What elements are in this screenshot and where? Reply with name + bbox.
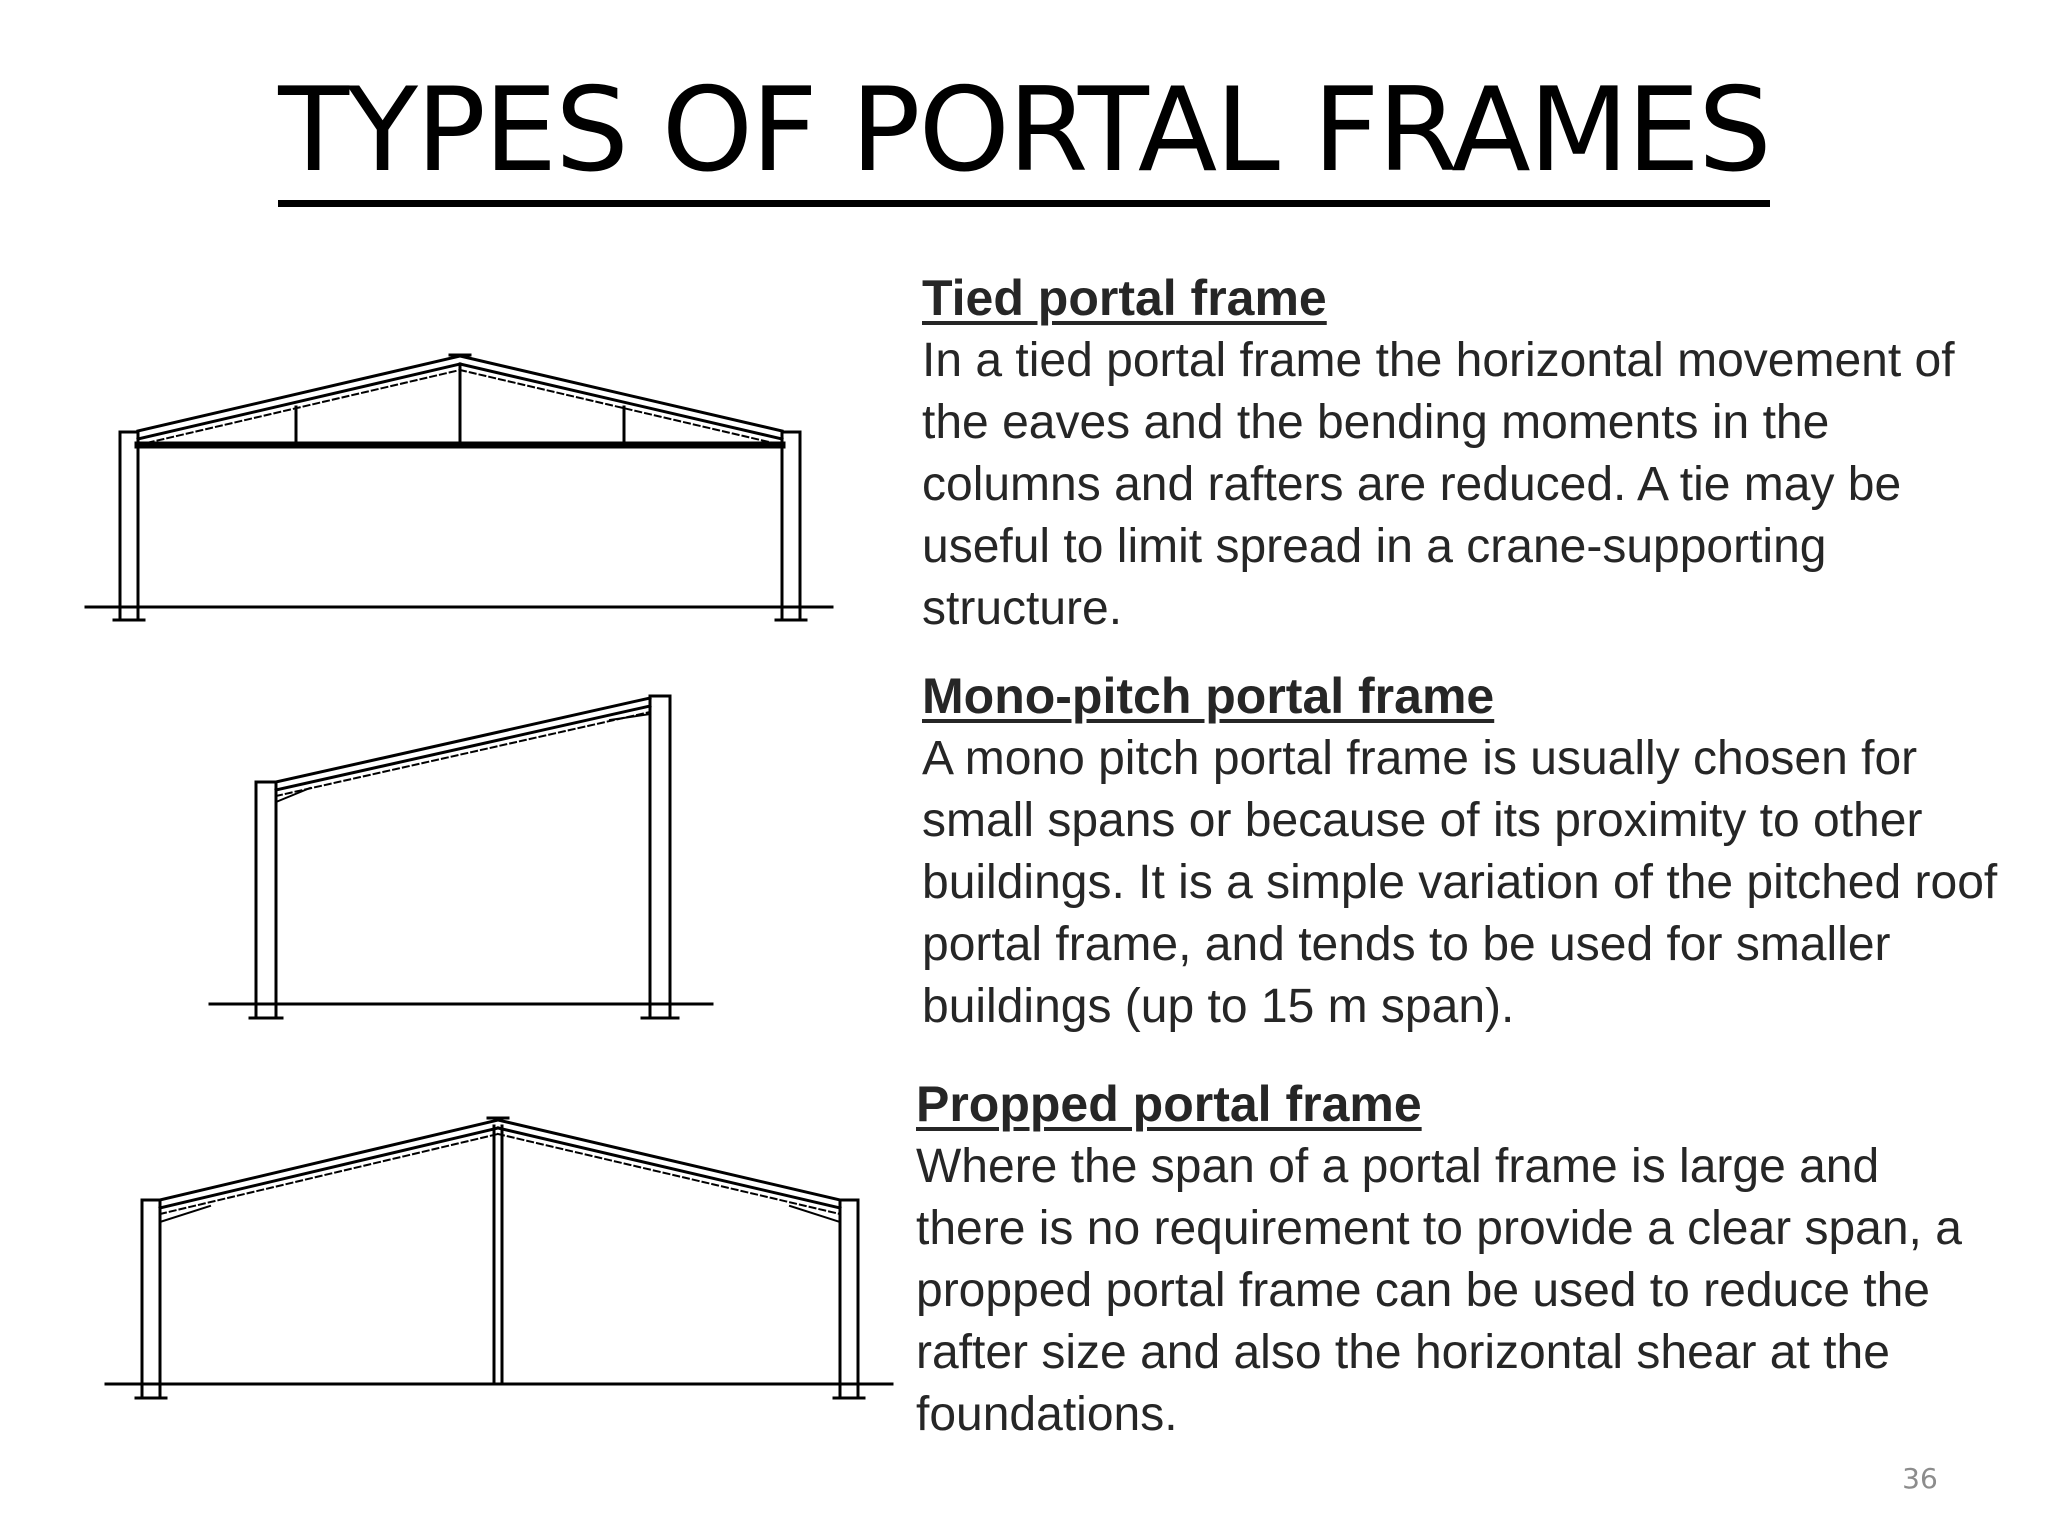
section-tied-portal-frame [922,270,2002,640]
section-body: Where the span of a portal frame is large and there is no requirement to provide a clear span, a propped portal frame can be used to reduce the rafter size and also the horizontal shear at the foundations. [916,1140,1962,1441]
propped-portal-frame-drawing [100,1110,900,1420]
section-propped-portal-frame [916,1076,1996,1446]
section-heading: Mono-pitch portal frame [922,668,1495,724]
slide-title-text: TYPES OF PORTAL FRAMES [278,66,1769,207]
section-mono-pitch-portal-frame [922,668,2002,1038]
mono-pitch-portal-frame-drawing [200,690,720,1040]
section-body: A mono pitch portal frame is usually chosen for small spans or because of its proximity to other buildings. It is a simple variation of the pitched roof portal frame, and tends to be used for smaller buildings (up to 15 m span). [922,732,1998,1033]
section-heading: Tied portal frame [922,270,1327,326]
section-body: In a tied portal frame the horizontal movement of the eaves and the bending moments in the columns and rafters are reduced. A tie may be useful to limit spread in a crane-supporting structure. [922,334,1955,635]
slide-title [0,63,2048,207]
tied-portal-frame-drawing [80,345,840,635]
section-heading: Propped portal frame [916,1076,1422,1132]
page-number: 36 [1902,1462,1938,1495]
